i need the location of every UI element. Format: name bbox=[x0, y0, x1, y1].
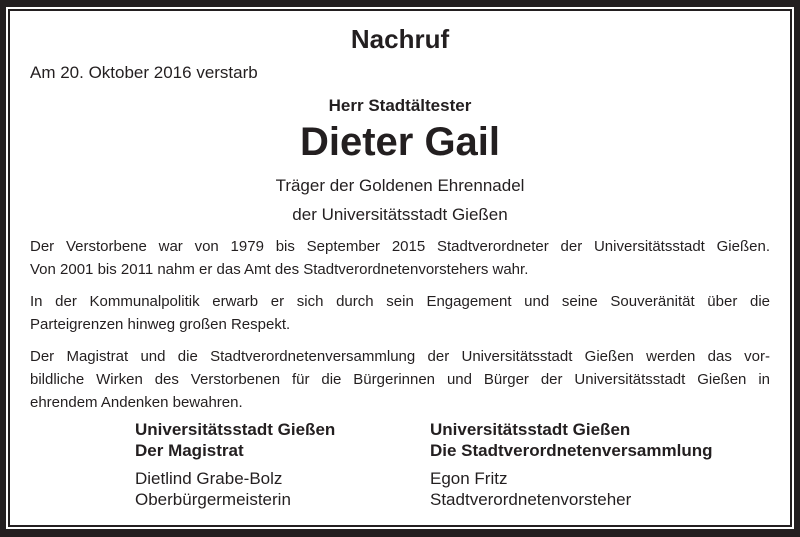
signature-stadtverordnetenversammlung bbox=[430, 419, 770, 510]
signature-person-name: Egon Fritz bbox=[430, 469, 508, 488]
signature-person-name: Dietlind Grabe-Bolz bbox=[135, 469, 283, 488]
paragraph-line: ehrendem Andenken bewahren. bbox=[30, 394, 243, 411]
paragraph-line: In der Kommunalpolitik erwarb er sich durch sein Engagement und seine Souveränität über die bbox=[30, 293, 770, 310]
signature-magistrat bbox=[135, 419, 430, 510]
paragraph-respect bbox=[30, 290, 770, 336]
signature-institution: Der Magistrat bbox=[135, 441, 244, 460]
signature-person-role: Oberbürgermeisterin bbox=[135, 490, 291, 509]
paragraph-line: Parteigrenzen hinweg großen Respekt. bbox=[30, 316, 291, 333]
death-date-line: Am 20. Oktober 2016 verstarb bbox=[30, 63, 258, 82]
signature-block bbox=[30, 419, 770, 510]
honorific-title: Herr Stadtältester bbox=[328, 96, 472, 115]
paragraph-remembrance bbox=[30, 345, 770, 414]
notice-title: Nachruf bbox=[350, 24, 450, 54]
signature-institution: Die Stadtverordnetenversammlung bbox=[430, 441, 713, 460]
paragraph-line: bildliche Wirken des Verstorbenen für die Bürgerinnen und Bürger der Universitätsstadt Gießen in bbox=[30, 371, 770, 388]
honor-line-1: Träger der Goldenen Ehrennadel bbox=[275, 176, 525, 195]
deceased-name: Dieter Gail bbox=[299, 120, 501, 164]
paragraph-line: Der Magistrat und die Stadtverordnetenversammlung der Universitätsstadt Gießen werden das vor- bbox=[30, 348, 770, 365]
paragraph-line: Der Verstorbene war von 1979 bis September 2015 Stadtverordneter der Universitätsstadt Gießen. bbox=[30, 238, 770, 255]
paragraph-line: Von 2001 bis 2011 nahm er das Amt des Stadtverordnetenvorstehers wahr. bbox=[30, 261, 529, 278]
signature-person-role: Stadtverordnetenvorsteher bbox=[430, 490, 632, 509]
signature-org: Universitätsstadt Gießen bbox=[430, 420, 631, 439]
honor-line-2: der Universitätsstadt Gießen bbox=[292, 205, 508, 224]
obituary-notice-inner-border bbox=[8, 9, 792, 527]
signature-org: Universitätsstadt Gießen bbox=[135, 420, 336, 439]
paragraph-career bbox=[30, 235, 770, 281]
